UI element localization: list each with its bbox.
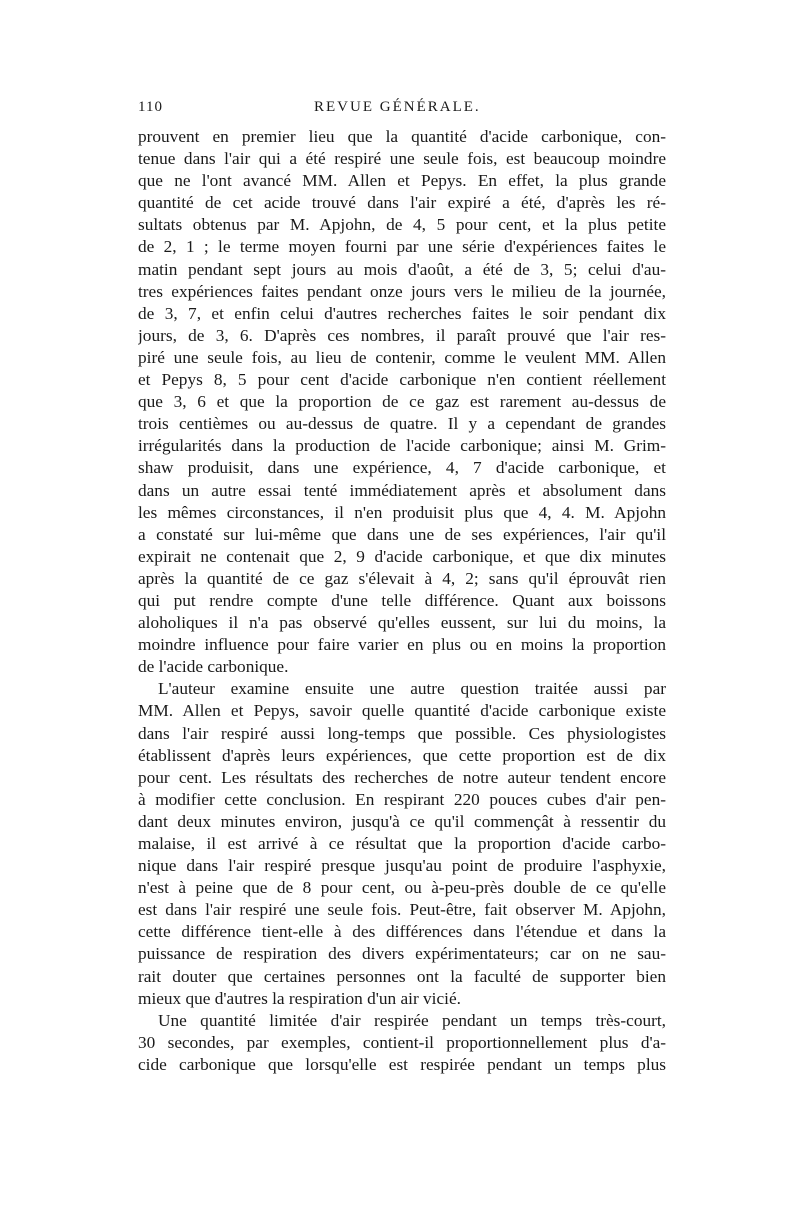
text-line: quantité de cet acide trouvé dans l'air expiré a été, d'après les ré- (138, 193, 666, 213)
paragraph-2 (138, 678, 666, 1009)
text-line: rait douter que certaines personnes ont la faculté de supporter bien (138, 966, 666, 986)
text-line: mieux que d'autres la respiration d'un air vicié. (138, 988, 461, 1008)
text-line: puissance de respiration des divers expérimentateurs; car on ne sau- (138, 944, 666, 964)
text-line: trois centièmes ou au-dessus de quatre. Il y a cependant de grandes (138, 414, 666, 434)
text-line: nique dans l'air respiré presque jusqu'au point de produire l'asphyxie, (138, 856, 666, 876)
text-line: L'auteur examine ensuite une autre question traitée aussi par (158, 679, 666, 699)
text-line: prouvent en premier lieu que la quantité d'acide carbonique, con- (138, 127, 666, 146)
text-line: a constaté sur lui-même que dans une de ses expériences, l'air qu'il (138, 524, 666, 544)
text-line: shaw produisit, dans une expérience, 4, 7 d'acide carbonique, et (138, 458, 666, 478)
text-line: Une quantité limitée d'air respirée pendant un temps très-court, (158, 1010, 666, 1030)
text-line: expirait ne contenait que 2, 9 d'acide carbonique, et que dix minutes (138, 546, 666, 566)
text-line: de 2, 1 ; le terme moyen fourni par une série d'expériences faites le (138, 237, 666, 257)
text-line: sultats obtenus par M. Apjohn, de 4, 5 pour cent, et la plus petite (138, 215, 666, 235)
text-line: les mêmes circonstances, il n'en produisit plus que 4, 4. M. Apjohn (138, 502, 666, 522)
page-number: 110 (138, 99, 163, 115)
text-line: tres expériences faites pendant onze jours vers le milieu de la journée, (138, 281, 666, 301)
running-title: REVUE GÉNÉRALE. (314, 99, 481, 115)
text-line: que ne l'ont avancé MM. Allen et Pepys. En effet, la plus grande (138, 171, 666, 191)
text-line: à modifier cette conclusion. En respirant 220 pouces cubes d'air pen- (138, 789, 666, 809)
text-line: tenue dans l'air qui a été respiré une seule fois, est beaucoup moindre (138, 149, 666, 169)
text-line: dans l'air respiré aussi long-temps que possible. Ces physiologistes (138, 723, 666, 743)
text-line: qui put rendre compte d'une telle différence. Quant aux boissons (138, 590, 666, 610)
text-line: aloholiques il n'a pas observé qu'elles eussent, sur lui du moins, la (138, 613, 666, 633)
text-line: n'est à peine que de 8 pour cent, ou à-peu-près double de ce qu'elle (138, 878, 666, 898)
text-line: moindre influence pour faire varier en plus ou en moins la proportion (138, 635, 666, 655)
text-line: jours, de 3, 6. D'après ces nombres, il paraît prouvé que l'air res- (138, 325, 666, 345)
text-line: établissent d'après leurs expériences, que cette proportion est de dix (138, 745, 666, 765)
text-line: MM. Allen et Pepys, savoir quelle quantité d'acide carbonique existe (138, 701, 666, 721)
text-line: après la quantité de ce gaz s'élevait à 4, 2; sans qu'il éprouvât rien (138, 568, 666, 588)
text-line: cette différence tient-elle à des différences dans l'étendue et dans la (138, 922, 666, 942)
text-line: et Pepys 8, 5 pour cent d'acide carbonique n'en contient réellement (138, 370, 666, 390)
text-line: irrégularités dans la production de l'acide carbonique; ainsi M. Grim- (138, 436, 666, 456)
running-head (138, 99, 666, 123)
body-text (138, 126, 666, 1076)
paragraph-3 (138, 1010, 666, 1076)
text-line: que 3, 6 et que la proportion de ce gaz est rarement au-dessus de (138, 392, 666, 412)
text-line: piré une seule fois, au lieu de contenir, comme le veulent MM. Allen (138, 347, 666, 367)
text-line: pour cent. Les résultats des recherches de notre auteur tendent encore (138, 767, 666, 787)
text-line: dans un autre essai tenté immédiatement après et absolument dans (138, 480, 666, 500)
text-line: 30 secondes, par exemples, contient-il proportionnellement plus d'a- (138, 1032, 666, 1052)
text-line: malaise, il est arrivé à ce résultat que la proportion d'acide carbo- (138, 834, 666, 853)
text-line: cide carbonique que lorsqu'elle est respirée pendant un temps plus (138, 1054, 666, 1074)
text-line: matin pendant sept jours au mois d'août, a été de 3, 5; celui d'au- (138, 259, 666, 279)
text-line: de 3, 7, et enfin celui d'autres recherches faites le soir pendant dix (138, 303, 666, 323)
text-line: est dans l'air respiré une seule fois. Peut-être, fait observer M. Apjohn, (138, 900, 666, 920)
paragraph-1 (138, 126, 666, 678)
text-line: dant deux minutes environ, jusqu'à ce qu'il commençât à ressentir du (138, 811, 666, 831)
text-line: de l'acide carbonique. (138, 657, 289, 677)
